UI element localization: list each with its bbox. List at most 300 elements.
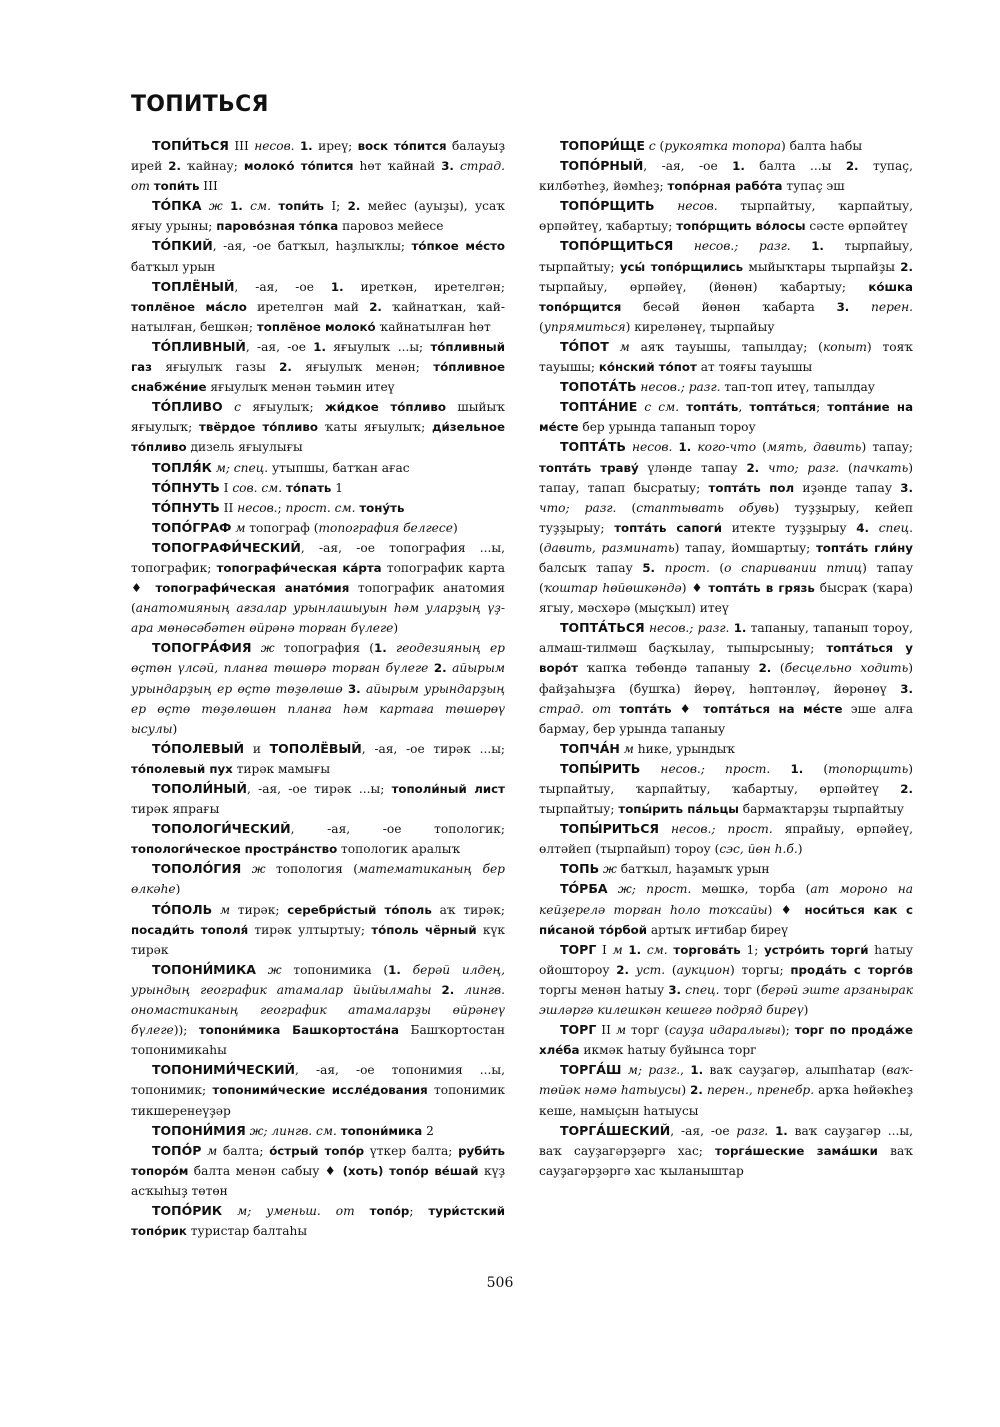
headword: ТОПОНИ́МИКА (152, 961, 256, 977)
headword: ТО́ПЛИВО (152, 399, 223, 415)
entry-text: ( (771, 661, 785, 676)
bold-phrase: то́полевый пух (131, 761, 233, 776)
headword: ТОПОЛИ́НЫЙ (152, 781, 247, 796)
bold-phrase: 1. (374, 641, 387, 656)
bold-phrase: устро́ить торги́ (764, 942, 869, 957)
italic-label: аукцион (676, 962, 730, 977)
headword: ТО́ПНУТЬ (152, 479, 220, 495)
bold-phrase: топографи́ческая анато́мия (155, 581, 350, 596)
entry-text: топограф ( (245, 520, 319, 535)
italic-label: айырым урындарҙың ер өҫтө төҙөлөшөн планға һәм картаға төшөрөү ысулы (131, 681, 506, 736)
entry-text: аҡ тирәк; (431, 902, 505, 917)
entry-text: ♦ (671, 701, 704, 716)
entry-text: 1; (740, 942, 765, 957)
entry-text: мөшкә, торба ( (691, 882, 811, 897)
italic-label: страд. от (539, 701, 612, 716)
entry-text (454, 983, 464, 997)
entry-text: тирәк; (230, 902, 288, 917)
headword: ТОПЬ (560, 861, 600, 877)
bold-phrase: воск то́пится (357, 139, 447, 153)
dictionary-entry (539, 236, 913, 336)
bold-phrase: 3. (836, 299, 850, 314)
entry-text: балта; (217, 1143, 270, 1158)
entry-text: икмәк һатыу буйынса торг (579, 1043, 757, 1058)
entry-text (202, 199, 209, 213)
italic-label: несов.; прост. (671, 822, 773, 837)
entry-text: аяҡ тауышы, тапылдау; ( (629, 339, 823, 354)
bold-phrase: топографи́ческая ка́рта (216, 560, 382, 575)
italic-label: сов. см. (232, 480, 283, 495)
headword: ТОПОНИМИ́ЧЕСКИЙ (152, 1062, 296, 1078)
headword: ТОПИ́ТЬСЯ (152, 138, 229, 153)
italic-label: мять, давить (766, 440, 862, 455)
entry-text: топонимика ( (281, 962, 389, 977)
entry-text: ) тапау, тапап бысратыу; (539, 460, 913, 495)
entry-text: Башҡортостан топонимикаһы (131, 1023, 505, 1058)
headword: ТОРГА́Ш (560, 1062, 622, 1078)
bold-phrase: жи́дкое то́пливо (325, 400, 446, 415)
entry-text: тирәк мамығы (232, 761, 331, 776)
italic-label: ж (603, 862, 617, 877)
entry-text (770, 762, 790, 776)
dictionary-entry (539, 618, 913, 739)
dictionary-entry (539, 136, 913, 156)
entry-text (241, 862, 251, 876)
bold-phrase: топлёное молоко́ (256, 319, 376, 334)
entry-text: , -ая, -ое топонимия ...ы, топонимик; (131, 1063, 505, 1098)
dictionary-entry (539, 397, 913, 437)
italic-label: лингв. ономастиканың географик атамаларҙы өйрәнеү бүлеге (131, 982, 506, 1038)
headword: ТОПЫ́РИТЬ (560, 760, 641, 776)
bold-phrase: 3. (441, 159, 454, 174)
headword: ТОПЛЁНЫЙ (152, 278, 235, 294)
entry-text (791, 239, 812, 253)
entry-text: күҙ асҡыһыҙ төтөн (131, 1163, 506, 1198)
bold-phrase: топта́ть пол (708, 480, 795, 495)
bold-phrase: 2. (616, 962, 629, 977)
headword: ТОПТА́НИЕ (560, 399, 638, 415)
entry-text: яғыулыҡ; (240, 400, 326, 415)
bold-phrase: 1. (733, 621, 747, 636)
entry-text: ( (756, 440, 767, 455)
entry-text: торг ( (719, 982, 761, 997)
entry-text: ) (681, 1083, 691, 1098)
bold-phrase: топони́мика (340, 1123, 423, 1138)
dictionary-entry (539, 819, 913, 859)
dictionary-entry (539, 940, 913, 1020)
italic-label: ж (208, 199, 223, 214)
entry-text: тирәк ултыртыу; (248, 922, 372, 937)
italic-label: ж; прост. (617, 882, 692, 897)
bold-phrase: топо́рная рабо́та (667, 179, 783, 194)
bold-phrase: парово́зная то́пка (216, 219, 339, 234)
bold-phrase: то́поль чёрный (371, 922, 477, 937)
italic-label: давить, разминать (543, 540, 675, 555)
entry-text: , (738, 400, 750, 415)
entry-text: иретелгән май (246, 299, 370, 314)
italic-label: м (612, 942, 623, 957)
entry-text: ( (539, 540, 544, 555)
entry-text: мыйыҡтары тырпайҙы (743, 259, 901, 274)
bold-phrase: 1. (299, 139, 313, 153)
bold-phrase: твёрдое то́пливо (199, 420, 318, 435)
entry-text: , (680, 1063, 691, 1078)
bold-phrase: топта́ться у воро́т (539, 641, 913, 676)
entry-text: батҡыл, һаҙамыҡ урын (616, 862, 770, 877)
italic-label: с (234, 400, 241, 415)
entry-text: шыйыҡ яғыулыҡ; (131, 400, 505, 435)
italic-label: ж (251, 862, 266, 877)
headword: ТОРГ (560, 1022, 597, 1038)
entry-text: , -ая, -ое топологик; (290, 822, 505, 837)
bold-phrase: топы́рить па́льцы (618, 802, 739, 817)
italic-label: несов.; разг. (693, 239, 791, 254)
bold-phrase: 2. (168, 159, 181, 174)
entry-text: топонимик тикшеренеүҙәр (131, 1083, 505, 1118)
dictionary-entry (131, 1060, 505, 1120)
italic-label: ат мороно на кейҙерелә торған һоло тоҡсайы (539, 882, 914, 917)
bold-phrase: 1. (790, 761, 804, 776)
entry-text (401, 963, 413, 977)
dictionary-entry (131, 819, 505, 859)
italic-label: берәй эште арзанырак эшләргә килешкән кешегә подряд биреү (539, 982, 914, 1018)
bold-phrase: 2. (900, 259, 913, 274)
entry-text: яғыулыҡ газы (151, 360, 280, 375)
bold-phrase: топо́рщить во́лосы (676, 219, 806, 234)
headword: ТО́ПОТ (560, 338, 609, 354)
bold-phrase: топологи́ческое простра́нство (131, 842, 338, 857)
entry-text: топология ( (265, 862, 359, 877)
italic-label: несов.; прост. (660, 761, 771, 776)
bold-phrase: 4. (856, 520, 869, 535)
bold-phrase: 1. (313, 339, 326, 354)
entry-text: дизель яғыулығы (186, 440, 303, 455)
entry-text: ҡайнау; (181, 159, 244, 174)
headword: ТО́ПОЛЕВЫЙ (152, 740, 245, 756)
running-header: ТОПИТЬСЯ (131, 92, 269, 117)
entry-text: ); (780, 1023, 795, 1038)
entry-text: ( (539, 319, 544, 334)
bold-phrase: усы́ топо́рщились (619, 259, 744, 274)
dictionary-entry (131, 1201, 505, 1241)
bold-phrase: носи́ться как с пи́саной то́рбой (539, 902, 914, 937)
entry-text: балта ...ы (744, 159, 846, 174)
entry-text: иреү; (312, 139, 358, 153)
bold-phrase: ди́зельное то́пливо (131, 420, 505, 455)
italic-label: рукоятка топора (664, 139, 782, 153)
entry-text: 1 (331, 480, 344, 495)
italic-label: айырым урындарҙың ер өҫтө төҙөлөшө (131, 661, 506, 696)
bold-phrase: 5. (642, 560, 656, 575)
entry-text: ) тапау; (861, 440, 913, 455)
italic-label: страд. от (131, 159, 505, 194)
bold-phrase: молоко́ то́пится (243, 159, 354, 174)
entry-text: торгы менән һатыу (539, 982, 669, 997)
entry-text: , -ая, -ое батҡыл, һаҙлыҡлы; (212, 239, 412, 254)
headword: ТОПОГРА́ФИЯ (152, 640, 252, 656)
italic-label: ваҡ-төйәк нәмә һатыусы (539, 1063, 913, 1098)
italic-label: м; разг. (627, 1063, 681, 1078)
entry-text: ) (797, 842, 803, 857)
italic-label: пачкать (852, 460, 909, 475)
italic-label: математиканың бер өлкәһе (131, 862, 505, 897)
entry-text: II (596, 1023, 616, 1038)
entry-text: ( (709, 560, 725, 575)
entry-text: топологик аралыҡ (337, 842, 461, 857)
entry-text: , -ая, -ое (234, 279, 331, 294)
bold-phrase: 2. (369, 299, 382, 314)
headword: ТО́ПОЛЬ (152, 901, 213, 917)
entry-text: ) (452, 520, 458, 535)
bold-phrase: ко́шка топо́рщится (539, 279, 913, 314)
bold-phrase: тону́ть (359, 500, 405, 515)
bold-phrase: топта́ть гли́ну (815, 540, 913, 555)
entry-text: I; (323, 199, 348, 214)
entry-text (629, 963, 636, 977)
entry-text: туристар балтаһы (186, 1224, 308, 1239)
entry-text: I (596, 942, 613, 957)
italic-label: ж; лингв. см. (249, 1123, 337, 1138)
entry-text: бармаҡтарҙы тырпайтыу (738, 802, 904, 817)
headword: ТОПОГРАФИ́ЧЕСКИЙ (152, 539, 301, 555)
entry-text: бесәй йөнөн ҡабарта (621, 299, 837, 314)
dictionary-entry (539, 196, 913, 236)
entry-text (759, 461, 768, 475)
entry-text: торг ( (626, 1023, 670, 1038)
dictionary-entry (539, 377, 913, 397)
entry-text: иҙәнде тапау (794, 480, 901, 495)
entry-text: ) торгы; (729, 962, 791, 977)
entry-text: ( (803, 761, 829, 776)
dictionary-entry (539, 739, 913, 759)
italic-label: прост. см. (285, 500, 356, 515)
italic-label: см. (250, 199, 271, 214)
bold-phrase: топони́мика Башкортоста́на (198, 1023, 400, 1038)
italic-label: несов.; разг. (640, 380, 721, 395)
bold-phrase: 1. (388, 962, 401, 977)
bold-phrase: 1. (628, 942, 642, 957)
bold-phrase: серебри́стый то́поль (287, 902, 432, 917)
bold-phrase: руби́ть топоро́м (131, 1143, 506, 1178)
italic-label: м (623, 741, 634, 756)
entry-text (659, 822, 671, 836)
entry-text: ) балта һабы (781, 139, 863, 153)
bold-phrase: топлёное ма́сло (131, 299, 247, 314)
entry-text: бер урында тапанып тороу (578, 420, 756, 435)
headword: ТОПОРИ́ЩЕ (560, 138, 645, 153)
entry-text (223, 199, 230, 213)
bold-phrase: 2. (433, 661, 447, 676)
entry-text: тырпайтыу; (539, 802, 619, 817)
italic-label: перен., пренебр. (706, 1083, 815, 1098)
entry-text: III (199, 179, 218, 194)
bold-phrase: 1. (330, 279, 344, 294)
entry-text: сәсте өрпәйтеү (805, 219, 908, 234)
bold-phrase: 2. (845, 159, 859, 174)
dictionary-entry (539, 156, 913, 196)
bold-phrase: торгова́ть (673, 942, 741, 957)
entry-text: тырпайтыу, ҡарпайтыу, өрпәйтеү, ҡабартыу; (539, 199, 914, 234)
entry-text: )); (173, 1023, 199, 1038)
entry-text: топографик анатомия ( (131, 581, 505, 616)
entry-text: III (228, 139, 255, 153)
entry-text: тырпайыу, тырпайтыу; (539, 239, 913, 274)
italic-label: сэс, йөн һ.б. (719, 842, 798, 857)
entry-text: ; (816, 400, 828, 415)
italic-label: с (648, 139, 656, 153)
entry-text: тырпайыу, өрпәйеү, (йөнөн) ҡабартыу; (539, 279, 869, 294)
dictionary-entry (131, 739, 505, 779)
italic-label: стаптывать обувь (636, 500, 775, 515)
headword: ТОПОЛО́ГИЯ (152, 861, 242, 877)
entry-text: ) ♦ (767, 902, 805, 917)
dictionary-entry (131, 638, 505, 738)
entry-text: тупаҫ эш (782, 179, 845, 194)
dictionary-entry (539, 437, 913, 618)
entry-text: ат тояғы тауышы (696, 360, 813, 375)
entry-text: бысраҡ (ҡара) ягыу, мәсхәрә (мыҫҡыл) итеү (539, 581, 913, 616)
dictionary-entry (131, 478, 505, 498)
italic-label: спец. (878, 520, 913, 535)
entry-text: ) туҙҙырыу, кейеп туҙҙырыу; (539, 500, 913, 535)
bold-phrase: тополи́ный лист (391, 782, 505, 796)
entry-text: ; (277, 500, 286, 515)
headword: ТО́ПКА (152, 198, 202, 214)
headword: ТОРГ (560, 941, 597, 957)
bold-phrase: топта́ть (686, 400, 739, 415)
bold-phrase: топта́ние на ме́сте (539, 400, 914, 435)
bold-phrase: 2. (746, 460, 760, 475)
entry-text: яғыулыҡ ...ы; (325, 339, 431, 354)
headword: ТОПО́РЩИТЬСЯ (560, 238, 674, 254)
dictionary-entry (131, 136, 505, 196)
headword: ТОПО́РНЫЙ (560, 158, 644, 174)
entry-text (387, 641, 396, 655)
bold-phrase: то́пать (286, 480, 332, 495)
italic-label: м (235, 520, 246, 535)
dictionary-entry (131, 277, 505, 337)
dictionary-entry (131, 458, 505, 478)
italic-label: с см. (644, 400, 680, 415)
headword: ТОПО́РЩИТЬ (560, 198, 655, 214)
italic-label: ҡоштар һөйөшкәндә (543, 581, 682, 596)
bold-phrase: 2. (441, 982, 455, 997)
headword: ТОПОЛОГИ́ЧЕСКИЙ (152, 821, 291, 837)
entry-text: , -ая, -ое (670, 1123, 737, 1138)
italic-label: о спаривании птиц (724, 560, 863, 575)
dictionary-entry (131, 337, 505, 397)
entry-text: ваҡ сауҙагәр, алыпһатар ( (703, 1063, 887, 1078)
dictionary-entry (131, 518, 505, 538)
bold-phrase: 2. (758, 661, 772, 676)
entry-text (252, 641, 261, 655)
entry-text: , -ая, -ое тирәк ...ы; (246, 782, 392, 796)
italic-label: геодезияның ер өҫтөн үлсәй, планға төшөрә торған бүлеге (131, 641, 505, 676)
dictionary-entry (539, 1020, 913, 1060)
headword: ТОПОЛЁВЫЙ (269, 740, 362, 756)
entry-text (222, 1204, 237, 1218)
bold-phrase: топи́ть (278, 199, 324, 214)
entry-text (432, 983, 442, 997)
entry-text: , -ая, -ое (245, 339, 314, 354)
entry-text: ҡаты яғыулыҡ; (317, 420, 432, 435)
entry-text: 2 (422, 1123, 434, 1138)
entry-text: һике, урындыҡ (633, 741, 736, 756)
bold-phrase: тури́стский топо́рик (131, 1203, 506, 1239)
bold-phrase: топта́ть (619, 701, 672, 716)
entry-text: ) файҙаһыҙға (бушҡа) йөрөү, һәптәнләү, йөрөнөү (539, 661, 913, 696)
entry-text: , -ая, -ое (643, 159, 733, 174)
italic-label: несов. (254, 139, 295, 153)
entry-text: и (244, 741, 270, 756)
headword: ТОПТА́ТЬ (560, 439, 626, 455)
entry-text: ) тырпайтыу, ҡарпайтыу, ҡабартыу, өрпәйтеү (539, 761, 913, 796)
headword: ТО́РБА (560, 881, 608, 897)
entry-text (256, 963, 268, 977)
entry-text: яғыулыҡ менән; (291, 360, 434, 375)
italic-label: м (207, 1143, 218, 1158)
dictionary-entry (131, 236, 505, 276)
entry-text: ҡапҡа төбөндә тапаныу (577, 661, 759, 676)
italic-label: упрямиться (543, 319, 626, 334)
bold-phrase: 1. (732, 159, 745, 174)
entry-text: артыҡ иғтибар биреү (647, 922, 789, 937)
entry-text: ( (665, 962, 677, 977)
entry-text (849, 300, 871, 314)
headword: ТОРГА́ШЕСКИЙ (560, 1122, 671, 1138)
bold-phrase: то́пливное снабже́ние (131, 360, 505, 395)
entry-text (212, 903, 220, 917)
entry-text: ( (839, 460, 853, 475)
entry-text (609, 340, 620, 354)
italic-label: что; разг. (768, 460, 840, 475)
entry-text (655, 199, 678, 213)
dictionary-entry (131, 538, 505, 638)
entry-text: , -ая, -ое тирәк ...ы; (361, 741, 505, 756)
entry-text: тупаҫ, килбәтһеҙ, йәмһеҙ; (539, 159, 913, 194)
italic-label: м; уменьш. от (237, 1203, 355, 1218)
italic-label: несов.; разг. (648, 621, 730, 636)
bold-phrase: топта́ть в грязь (708, 581, 815, 596)
entry-text: үткер балта; (364, 1143, 459, 1158)
bold-phrase: посади́ть тополя́ (131, 922, 249, 937)
dictionary-entry (131, 779, 505, 819)
headword: ТОПО́Р (152, 1142, 202, 1158)
entry-text (869, 521, 879, 535)
entry-text: күк тирәк (131, 922, 505, 957)
bold-phrase: топта́ть сапоги́ (614, 520, 723, 535)
italic-label: бесцельно ходить (784, 661, 909, 676)
entry-text (355, 1204, 370, 1218)
bold-phrase: 1. (690, 1063, 704, 1078)
entry-text: ( (616, 500, 637, 515)
bold-phrase: о́стрый топо́р (269, 1143, 365, 1158)
bold-phrase: 3. (668, 982, 682, 997)
italic-label: ж (260, 641, 275, 656)
italic-label: что; разг. (539, 500, 617, 515)
headword: ТОПО́ГРАФ (152, 519, 232, 535)
entry-text: I (219, 480, 233, 495)
entry-text: , -ая, -ое топография ...ы, топографик; (131, 540, 505, 575)
entry-text: арҡа һөйәкһеҙ кеше, намыҫын һатыусы (539, 1083, 914, 1118)
dictionary-entry (539, 879, 913, 939)
dictionary-entry (131, 960, 505, 1060)
bold-phrase: топоними́ческие иссле́дования (212, 1083, 428, 1098)
bold-phrase: прода́ть с торго́в (790, 962, 913, 977)
entry-text: һатыу ойоштороу (539, 942, 913, 977)
entry-text: II (219, 500, 238, 515)
italic-label: несов. (632, 440, 673, 455)
